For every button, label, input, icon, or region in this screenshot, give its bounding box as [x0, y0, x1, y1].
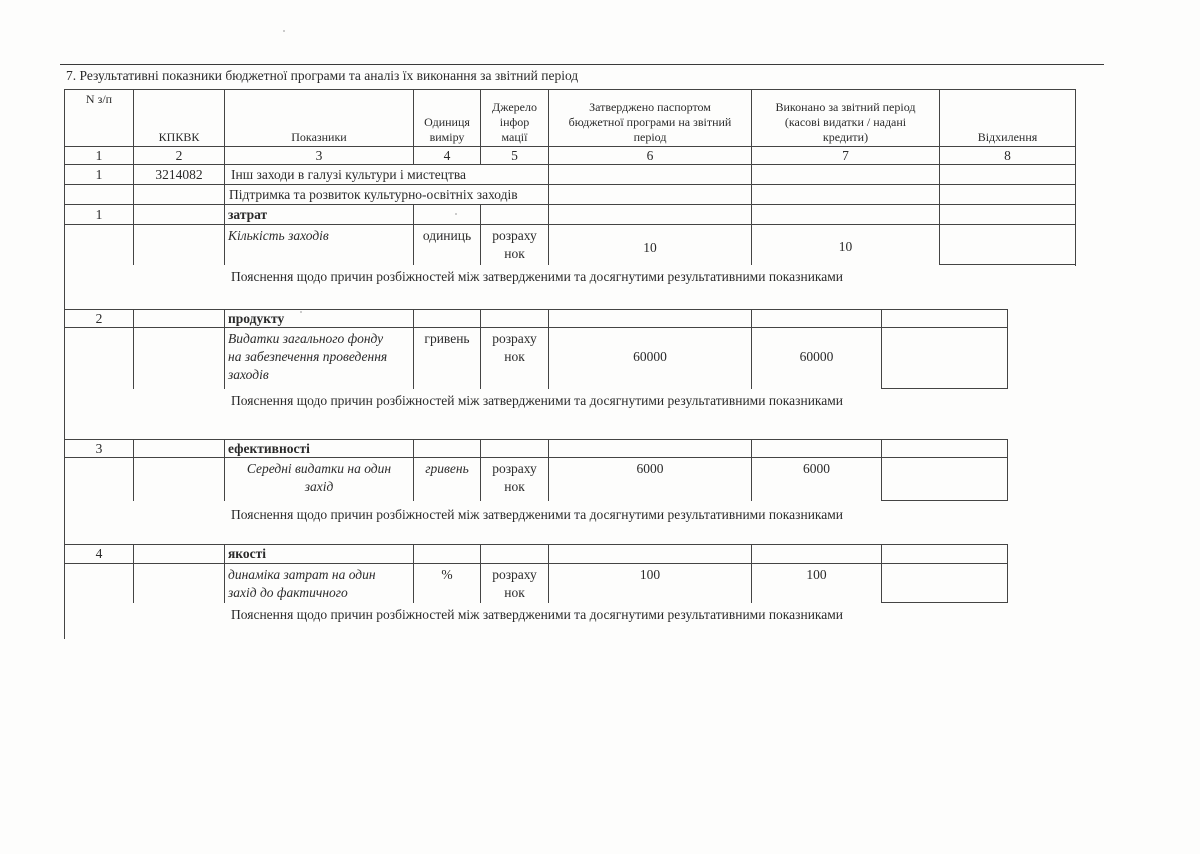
colnum-2: 2 — [133, 146, 224, 164]
group-2-executed — [751, 309, 881, 327]
group-1-unit — [413, 204, 480, 224]
colnum-1: 1 — [64, 146, 133, 164]
indicator-1-name: Кількість заходів — [224, 224, 413, 265]
group-3-kpkvk — [133, 439, 224, 457]
colnum-7: 7 — [751, 146, 939, 164]
top-rule — [60, 64, 1104, 65]
group-3-deviation — [881, 439, 1008, 457]
group-1-deviation — [939, 204, 1076, 224]
group-1-executed — [751, 204, 939, 224]
subprogram-name: Підтримка та розвиток культурно-освітніх заходів — [224, 184, 548, 204]
indicator-3-kpkvk — [133, 457, 224, 501]
indicator-4-unit: % — [413, 563, 480, 603]
group-2-unit — [413, 309, 480, 327]
indicator-4-kpkvk — [133, 563, 224, 603]
colnum-6: 6 — [548, 146, 751, 164]
subprogram-approved — [548, 184, 751, 204]
indicator-1-deviation — [939, 224, 1076, 265]
scan-speck — [455, 213, 457, 215]
explanation-note-1: Пояснення щодо причин розбіжностей між затвердженими та досягнутими результативними показниками — [231, 269, 844, 284]
indicator-3-executed: 6000 — [751, 457, 881, 501]
group-4-source — [480, 544, 548, 563]
header-unit: Одиниця виміру — [413, 89, 480, 146]
program-executed — [751, 164, 939, 184]
indicator-1-source: розраху нок — [480, 224, 548, 265]
indicator-1-approved: 10 — [548, 224, 751, 265]
indicator-3-num — [64, 457, 133, 501]
group-4-name: якості — [224, 544, 413, 563]
group-4-kpkvk — [133, 544, 224, 563]
group-1-name: затрат — [224, 204, 413, 224]
group-1-num: 1 — [64, 204, 133, 224]
explanation-note-3: Пояснення щодо причин розбіжностей між затвердженими та досягнутими результативними показниками — [231, 507, 844, 522]
section-title: 7. Результативні показники бюджетної програми та аналіз їх виконання за звітний період — [66, 68, 579, 83]
indicator-3-unit: гривень — [413, 457, 480, 501]
indicator-4-executed: 100 — [751, 563, 881, 603]
group-4-executed — [751, 544, 881, 563]
indicator-3-approved: 6000 — [548, 457, 751, 501]
explanation-note-2: Пояснення щодо причин розбіжностей між затвердженими та досягнутими результативними показниками — [231, 393, 844, 408]
group-2-num: 2 — [64, 309, 133, 327]
group-4-unit — [413, 544, 480, 563]
indicator-4-deviation — [881, 563, 1008, 603]
indicator-3-name: Середні видатки на один захід — [224, 457, 413, 501]
program-approved — [548, 164, 751, 184]
indicator-2-num — [64, 327, 133, 389]
header-num: N з/п — [64, 89, 133, 146]
table-left-border — [64, 89, 65, 639]
header-kpkvk: КПКВК — [133, 89, 224, 146]
group-3-num: 3 — [64, 439, 133, 457]
scan-speck — [283, 30, 285, 32]
indicator-4-num — [64, 563, 133, 603]
group-3-name: ефективності — [224, 439, 413, 457]
subprogram-deviation — [939, 184, 1076, 204]
colnum-3: 3 — [224, 146, 413, 164]
program-name: Інш заходи в галузі культури і мистецтва — [224, 164, 548, 184]
explanation-note-4: Пояснення щодо причин розбіжностей між затвердженими та досягнутими результативними показниками — [231, 607, 844, 622]
indicator-1-num — [64, 224, 133, 265]
group-3-executed — [751, 439, 881, 457]
program-deviation — [939, 164, 1076, 184]
group-1-source — [480, 204, 548, 224]
colnum-8: 8 — [939, 146, 1076, 164]
header-executed: Виконано за звітний період (касові видатки / надані кредити) — [751, 89, 939, 146]
group-4-num: 4 — [64, 544, 133, 563]
scan-speck — [300, 311, 302, 313]
indicator-1-unit: одиниць — [413, 224, 480, 265]
group-1-approved — [548, 204, 751, 224]
indicator-3-source: розраху нок — [480, 457, 548, 501]
indicator-3-deviation — [881, 457, 1008, 501]
group-2-kpkvk — [133, 309, 224, 327]
header-source: Джерело інфор мації — [480, 89, 548, 146]
group-2-approved — [548, 309, 751, 327]
subprogram-num — [64, 184, 133, 204]
group-2-name: продукту — [224, 309, 413, 327]
indicator-2-source: розраху нок — [480, 327, 548, 389]
indicator-2-unit: гривень — [413, 327, 480, 389]
colnum-4: 4 — [413, 146, 480, 164]
indicator-2-executed: 60000 — [751, 327, 881, 389]
header-indicators: Показники — [224, 89, 413, 146]
header-approved: Затверджено паспортом бюджетної програми на звітний період — [548, 89, 751, 146]
group-4-approved — [548, 544, 751, 563]
indicator-1-kpkvk — [133, 224, 224, 265]
indicator-2-approved: 60000 — [548, 327, 751, 389]
indicator-4-source: розраху нок — [480, 563, 548, 603]
indicator-2-name: Видатки загального фонду на забезпечення проведення заходів — [224, 327, 413, 389]
group-1-kpkvk — [133, 204, 224, 224]
program-num: 1 — [64, 164, 133, 184]
indicator-1-executed: 10 — [751, 224, 939, 265]
header-deviation: Відхилення — [939, 89, 1076, 146]
group-2-deviation — [881, 309, 1008, 327]
table-right-border-segment — [1075, 146, 1076, 266]
group-3-unit — [413, 439, 480, 457]
group-3-approved — [548, 439, 751, 457]
subprogram-executed — [751, 184, 939, 204]
group-2-source — [480, 309, 548, 327]
indicator-4-approved: 100 — [548, 563, 751, 603]
group-4-deviation — [881, 544, 1008, 563]
indicator-4-name: динаміка затрат на один захід до фактичного — [224, 563, 413, 603]
colnum-5: 5 — [480, 146, 548, 164]
indicator-2-kpkvk — [133, 327, 224, 389]
indicator-2-deviation — [881, 327, 1008, 389]
program-kpkvk: 3214082 — [133, 164, 224, 184]
subprogram-kpkvk — [133, 184, 224, 204]
group-3-source — [480, 439, 548, 457]
